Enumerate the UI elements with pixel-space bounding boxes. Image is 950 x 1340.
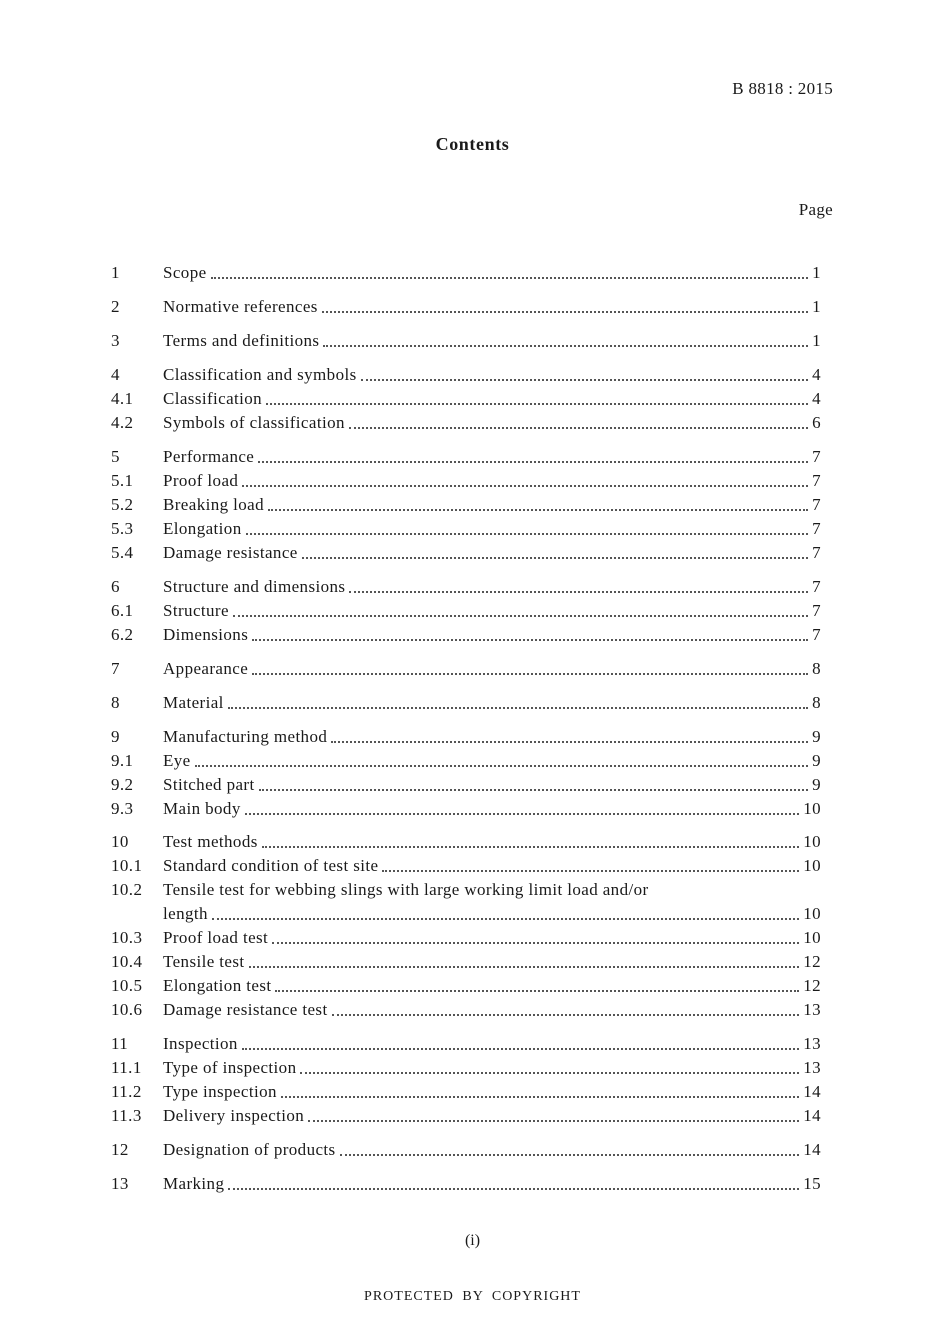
toc-section-number: 10.6 — [111, 1000, 143, 1019]
toc-section-number: 4.2 — [111, 413, 134, 432]
toc-section-title: Manufacturing method — [163, 727, 328, 746]
toc-page-number: 10 — [803, 799, 821, 818]
toc-section-number: 10.2 — [111, 880, 143, 899]
page-title: Contents — [435, 134, 510, 154]
toc-section-number: 5.3 — [111, 519, 134, 538]
toc-page-number: 13 — [803, 1000, 821, 1019]
dot-leader — [300, 1072, 799, 1074]
dot-leader — [252, 673, 808, 675]
toc-section-number: 5.1 — [111, 471, 134, 490]
toc-page-number: 10 — [803, 928, 821, 947]
toc-entry[interactable] — [111, 999, 821, 1023]
page-folio: (i) — [464, 1232, 481, 1249]
toc-entry[interactable] — [111, 1105, 821, 1129]
toc-section-number: 4 — [111, 365, 120, 384]
dot-leader — [332, 1014, 800, 1016]
toc-page-number: 8 — [812, 659, 821, 678]
toc-entry[interactable] — [111, 600, 821, 624]
toc-entry[interactable] — [111, 542, 821, 566]
toc-section-number: 12 — [111, 1140, 129, 1159]
toc-entry[interactable] — [111, 798, 821, 822]
toc-page-number: 12 — [803, 976, 821, 995]
toc-page-number: 7 — [812, 471, 821, 490]
toc-entry[interactable] — [111, 1033, 821, 1057]
toc-entry[interactable] — [111, 412, 821, 436]
toc-page-number: 7 — [812, 601, 821, 620]
toc-page-number: 14 — [803, 1140, 821, 1159]
dot-leader — [259, 789, 808, 791]
toc-section-number: 2 — [111, 297, 120, 316]
toc-section-number: 11.1 — [111, 1058, 142, 1077]
dot-leader — [249, 966, 800, 968]
dot-leader — [242, 1048, 799, 1050]
toc-entry[interactable] — [111, 975, 821, 999]
toc-section-title: Performance — [163, 447, 255, 466]
toc-page-number: 7 — [812, 577, 821, 596]
dot-leader — [242, 485, 808, 487]
toc-section-number: 10.1 — [111, 856, 143, 875]
toc-entry[interactable] — [111, 624, 821, 648]
toc-section-number: 4.1 — [111, 389, 134, 408]
toc-section-title: Standard condition of test site — [163, 856, 379, 875]
toc-page-number: 9 — [812, 751, 821, 770]
toc-section-number: 7 — [111, 659, 120, 678]
toc-section-number: 11 — [111, 1034, 129, 1053]
toc-entry[interactable] — [111, 750, 821, 774]
dot-leader — [382, 870, 799, 872]
standard-number: B 8818 : 2015 — [732, 79, 833, 98]
toc-page-number: 10 — [803, 904, 821, 923]
toc-section-number: 9.1 — [111, 751, 134, 770]
toc-section-number: 11.2 — [111, 1082, 142, 1101]
toc-page-number: 14 — [803, 1106, 821, 1125]
toc-page-number: 1 — [812, 263, 821, 282]
toc-section-number: 3 — [111, 331, 120, 350]
dot-leader — [228, 707, 808, 709]
toc-section-title: Type inspection — [163, 1082, 277, 1101]
toc-section-title: Symbols of classification — [163, 413, 345, 432]
dot-leader — [233, 615, 808, 617]
toc-entry[interactable] — [111, 951, 821, 975]
toc-section-title: Stitched part — [163, 775, 255, 794]
toc-page-number: 7 — [812, 495, 821, 514]
dot-leader — [245, 813, 799, 815]
toc-entry[interactable] — [111, 927, 821, 951]
toc-section-title: Structure — [163, 601, 229, 620]
toc-section-number: 6.2 — [111, 625, 134, 644]
dot-leader — [272, 942, 799, 944]
toc-page-number: 7 — [812, 625, 821, 644]
toc-section-number: 13 — [111, 1174, 129, 1193]
toc-section-title: Classification — [163, 389, 263, 408]
toc-entry[interactable] — [111, 1057, 821, 1081]
toc-entry[interactable] — [111, 446, 821, 470]
toc-page-number: 4 — [812, 365, 821, 384]
dot-leader — [228, 1188, 799, 1190]
copyright-notice: PROTECTED BY COPYRIGHT — [364, 1289, 581, 1304]
toc-page-number: 1 — [812, 331, 821, 350]
toc-section-number: 5.2 — [111, 495, 134, 514]
toc-entry[interactable] — [111, 330, 821, 354]
toc-entry[interactable] — [111, 364, 821, 388]
toc-section-title: Breaking load — [163, 495, 265, 514]
toc-entry[interactable] — [111, 658, 821, 682]
dot-leader — [211, 277, 809, 279]
dot-leader — [266, 403, 808, 405]
toc-section-number: 9.3 — [111, 799, 134, 818]
toc-section-number: 5.4 — [111, 543, 134, 562]
toc-page-number: 7 — [812, 543, 821, 562]
toc-section-title: Elongation test — [163, 976, 272, 995]
toc-entry[interactable] — [111, 262, 821, 286]
dot-leader — [340, 1154, 800, 1156]
toc-page-number: 10 — [803, 832, 821, 851]
toc-section-title: Proof load test — [163, 928, 269, 947]
dot-leader — [361, 379, 808, 381]
toc-section-title: Damage resistance test — [163, 1000, 328, 1019]
toc-page-number: 12 — [803, 952, 821, 971]
toc-entry[interactable] — [111, 855, 821, 879]
toc-section-number: 10.5 — [111, 976, 143, 995]
dot-leader — [268, 509, 808, 511]
toc-entry[interactable] — [111, 692, 821, 716]
dot-leader — [275, 990, 799, 992]
toc-page-number: 13 — [803, 1034, 821, 1053]
toc-entry[interactable] — [111, 388, 821, 412]
toc-section-number: 6 — [111, 577, 120, 596]
page-column-heading: Page — [798, 200, 833, 219]
toc-entry[interactable] — [111, 518, 821, 542]
toc-page-number: 1 — [812, 297, 821, 316]
toc-section-title-line1: Tensile test for webbing slings with large working limit load and/or — [163, 880, 649, 899]
toc-section-title: Damage resistance — [163, 543, 298, 562]
dot-leader — [212, 918, 799, 920]
dot-leader — [349, 591, 808, 593]
toc-section-title: Normative references — [163, 297, 318, 316]
toc-page-number: 13 — [803, 1058, 821, 1077]
toc-section-title: Elongation — [163, 519, 242, 538]
toc-entry[interactable] — [111, 1081, 821, 1105]
dot-leader — [323, 345, 808, 347]
toc-section-title: Type of inspection — [163, 1058, 297, 1077]
toc-section-title: Scope — [163, 263, 207, 282]
toc-section-number: 8 — [111, 693, 120, 712]
toc-page-number: 4 — [812, 389, 821, 408]
toc-section-title: Terms and definitions — [163, 331, 320, 350]
toc-entry[interactable] — [111, 880, 821, 927]
dot-leader — [349, 427, 808, 429]
toc-section-number: 10 — [111, 832, 129, 851]
toc-section-title: Material — [163, 693, 224, 712]
toc-section-number: 9.2 — [111, 775, 134, 794]
toc-entry[interactable] — [111, 726, 821, 750]
dot-leader — [331, 741, 808, 743]
toc-page-number: 8 — [812, 693, 821, 712]
toc-section-title: length — [163, 904, 208, 923]
dot-leader — [262, 846, 799, 848]
toc-section-title: Test methods — [163, 832, 258, 851]
toc-page-number: 15 — [803, 1174, 821, 1193]
toc-page-number: 7 — [812, 519, 821, 538]
toc-entry[interactable] — [111, 774, 821, 798]
toc-section-number: 6.1 — [111, 601, 134, 620]
toc-entry[interactable] — [111, 470, 821, 494]
toc-section-number: 10.3 — [111, 928, 143, 947]
toc-section-title: Delivery inspection — [163, 1106, 305, 1125]
toc-entry[interactable] — [111, 296, 821, 320]
toc-section-title: Main body — [163, 799, 241, 818]
toc-entry[interactable] — [111, 1139, 821, 1163]
toc-section-title: Marking — [163, 1174, 225, 1193]
toc-section-title: Classification and symbols — [163, 365, 357, 384]
dot-leader — [281, 1096, 799, 1098]
toc-section-number: 1 — [111, 263, 120, 282]
toc-section-title: Tensile test — [163, 952, 245, 971]
dot-leader — [308, 1120, 799, 1122]
toc-entry[interactable] — [111, 1173, 821, 1197]
toc-page-number: 14 — [803, 1082, 821, 1101]
toc-section-title: Appearance — [163, 659, 249, 678]
dot-leader — [258, 461, 808, 463]
dot-leader — [246, 533, 808, 535]
dot-leader — [322, 311, 808, 313]
toc-section-number: 9 — [111, 727, 120, 746]
toc-section-title: Structure and dimensions — [163, 577, 346, 596]
dot-leader — [252, 639, 808, 641]
toc-section-title: Inspection — [163, 1034, 238, 1053]
dot-leader — [195, 765, 808, 767]
toc-section-number: 10.4 — [111, 952, 143, 971]
toc-section-title: Dimensions — [163, 625, 249, 644]
toc-section-title: Eye — [163, 751, 191, 770]
toc-page-number: 6 — [812, 413, 821, 432]
toc-page-number: 9 — [812, 727, 821, 746]
toc-section-number: 11.3 — [111, 1106, 142, 1125]
toc-section-title: Proof load — [163, 471, 239, 490]
toc-page-number: 7 — [812, 447, 821, 466]
toc-page-number: 9 — [812, 775, 821, 794]
toc-section-title: Designation of products — [163, 1140, 336, 1159]
toc-entry[interactable] — [111, 494, 821, 518]
toc-entry[interactable] — [111, 576, 821, 600]
dot-leader — [302, 557, 808, 559]
toc-entry[interactable] — [111, 831, 821, 855]
toc-section-number: 5 — [111, 447, 120, 466]
toc-page-number: 10 — [803, 856, 821, 875]
